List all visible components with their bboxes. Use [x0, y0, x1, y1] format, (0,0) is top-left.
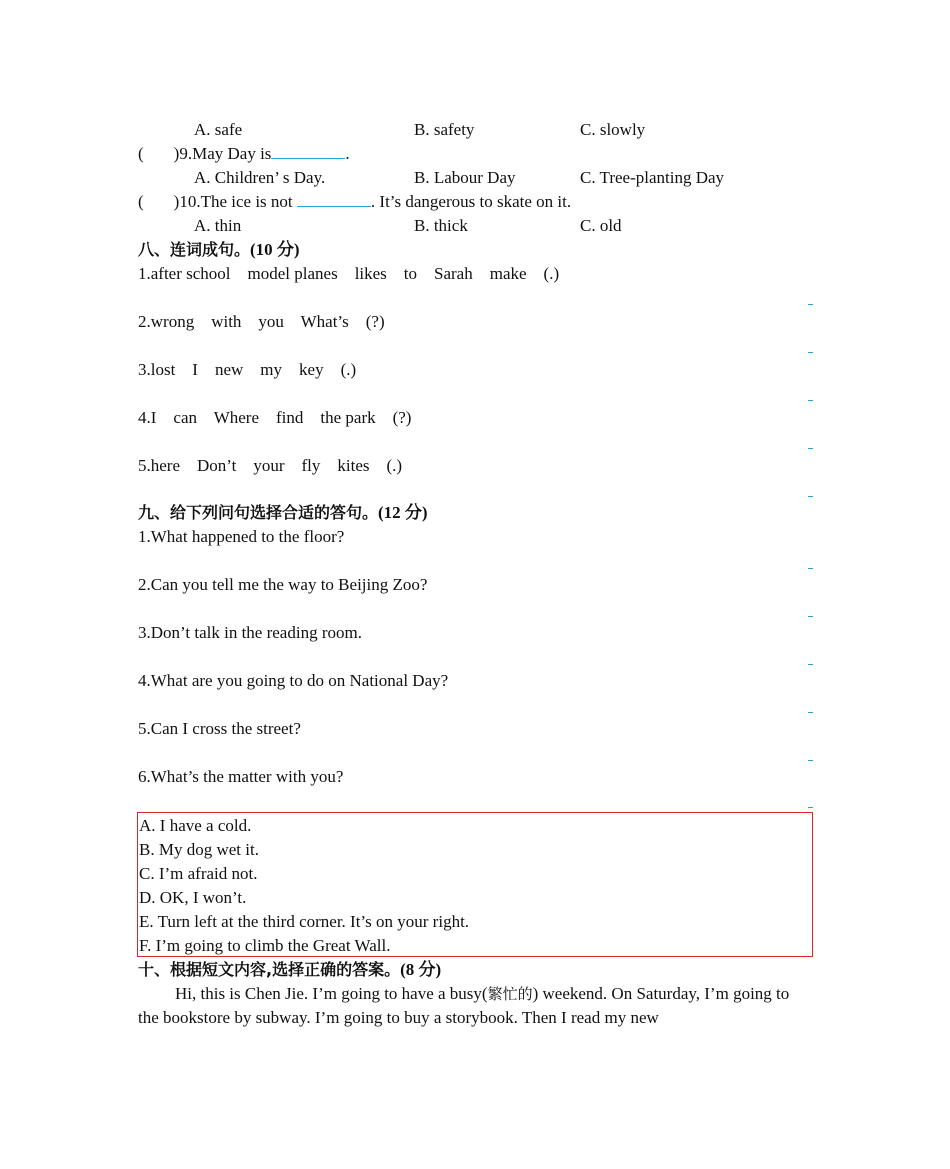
- sentence-item-1: 1.after school model planes likes to Sarah make (.): [138, 264, 560, 283]
- section-8-heading: [138, 240, 300, 260]
- q8-option-b: B. safety: [414, 120, 475, 139]
- section-10-score: (8 分): [400, 960, 442, 979]
- q10-text: 10.The ice is not: [179, 192, 293, 211]
- q9-paren-open: (: [138, 144, 144, 163]
- q9-end: .: [345, 144, 350, 163]
- answer-line-marker: [808, 712, 813, 713]
- passage-chinese-gloss: 繁忙的: [487, 985, 533, 1003]
- q10-option-c: C. old: [580, 216, 622, 235]
- question-10: [138, 192, 571, 212]
- sentence-item-4: 4.I can Where find the park (?): [138, 408, 412, 427]
- q8-option-c: C. slowly: [580, 120, 646, 139]
- section-10-title: 十、根据短文内容,选择正确的答案。: [138, 960, 401, 979]
- reading-passage: [138, 982, 798, 1030]
- answer-line-marker: [808, 400, 813, 401]
- q9-blank[interactable]: [271, 144, 345, 159]
- q10-paren-close: ): [173, 192, 180, 211]
- q9-option-a: A. Children’ s Day.: [194, 168, 326, 187]
- q9-paren-close: ): [173, 144, 180, 163]
- question-9: [138, 144, 350, 164]
- section-8-score: (10 分): [250, 240, 300, 259]
- sentence-item-3: 3.lost I new my key (.): [138, 360, 357, 379]
- question-item-6: 6.What’s the matter with you?: [138, 767, 344, 786]
- section-8-title: 八、连词成句。: [138, 240, 251, 259]
- question-item-3: 3.Don’t talk in the reading room.: [138, 623, 362, 642]
- q10-option-a: A. thin: [194, 216, 242, 235]
- answer-line-marker: [808, 664, 813, 665]
- section-10-heading: [138, 960, 441, 980]
- q9-option-c: C. Tree-planting Day: [580, 168, 725, 187]
- answer-choice-f: F. I’m going to climb the Great Wall.: [139, 936, 391, 955]
- q10-end: . It’s dangerous to skate on it.: [370, 192, 572, 211]
- section-9-title: 九、给下列问句选择合适的答句。: [138, 503, 379, 522]
- q9-option-b: B. Labour Day: [414, 168, 516, 187]
- section-9-heading: [138, 503, 428, 523]
- answer-line-marker: [808, 616, 813, 617]
- answer-line-marker: [808, 496, 813, 497]
- answer-choice-a: A. I have a cold.: [139, 816, 252, 835]
- section-9-score: (12 分): [378, 503, 428, 522]
- answer-line-marker: [808, 352, 813, 353]
- q10-paren-open: (: [138, 192, 144, 211]
- question-item-4: 4.What are you going to do on National Day?: [138, 671, 449, 690]
- passage-start: Hi, this is Chen Jie. I’m going to have a busy(: [175, 984, 488, 1003]
- answer-line-marker: [808, 304, 813, 305]
- answer-choice-c: C. I’m afraid not.: [139, 864, 258, 883]
- answer-choices-box: [137, 812, 813, 957]
- answer-line-marker: [808, 760, 813, 761]
- answer-choice-e: E. Turn left at the third corner. It’s on your right.: [139, 912, 470, 931]
- passage-rest: ) weekend. On Saturday, I’m going to the bookstore by subway. I’m going to buy a storybook. Then I read my new: [138, 984, 790, 1027]
- q10-blank[interactable]: [297, 192, 371, 207]
- sentence-item-5: 5.here Don’t your fly kites (.): [138, 456, 403, 475]
- answer-line-marker: [808, 448, 813, 449]
- answer-choice-d: D. OK, I won’t.: [139, 888, 247, 907]
- question-item-2: 2.Can you tell me the way to Beijing Zoo?: [138, 575, 428, 594]
- q8-option-a: A. safe: [194, 120, 243, 139]
- question-item-5: 5.Can I cross the street?: [138, 719, 301, 738]
- answer-choice-b: B. My dog wet it.: [139, 840, 259, 859]
- sentence-item-2: 2.wrong with you What’s (?): [138, 312, 385, 331]
- q10-option-b: B. thick: [414, 216, 468, 235]
- answer-line-marker: [808, 568, 813, 569]
- answer-line-marker: [808, 807, 813, 808]
- q9-text: 9.May Day is: [179, 144, 272, 163]
- question-item-1: 1.What happened to the floor?: [138, 527, 345, 546]
